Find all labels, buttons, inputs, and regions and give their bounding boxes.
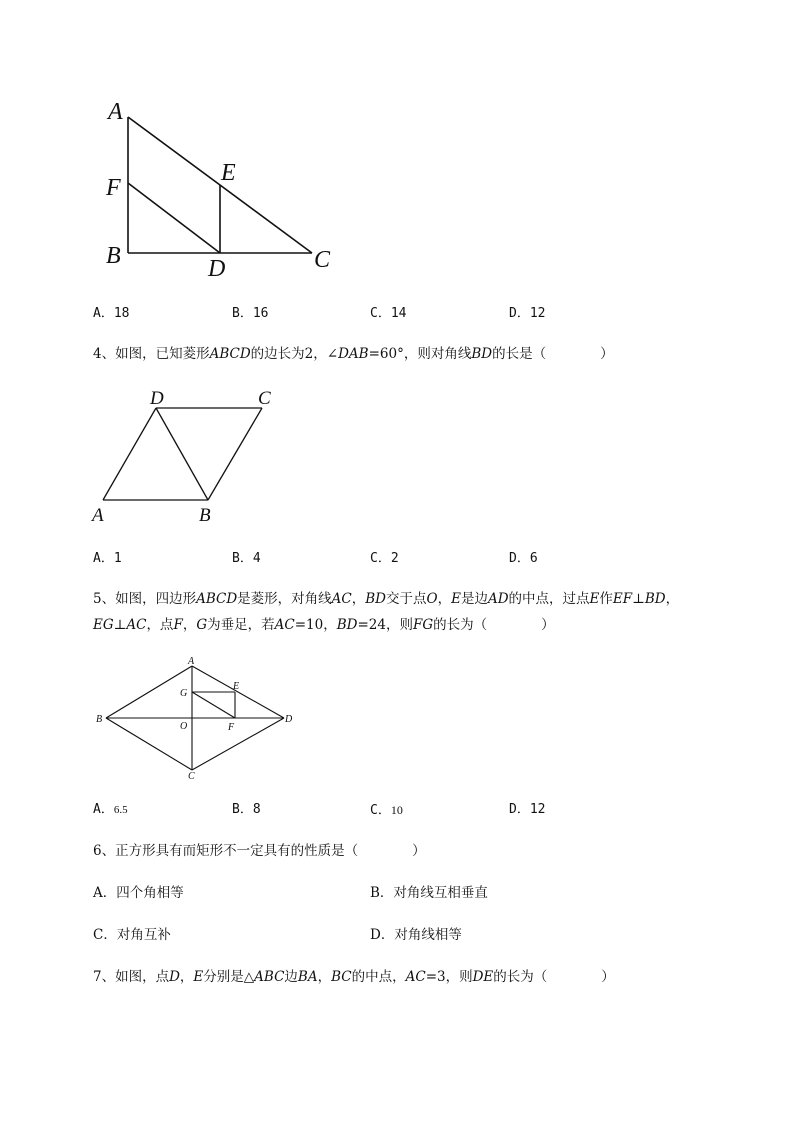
q4-option-d[interactable]: D．6 [509,551,538,566]
q5-stem-line2: EG⊥AC，点F，G为垂足，若AC=10，BD=24，则FG的长为（ ） [93,617,555,633]
q6-stem: 6、正方形具有而矩形不一定具有的性质是（ ） [93,843,426,859]
q7-stem: 7、如图，点D，E分别是△ABC边BA，BC的中点，AC=3，则DE的长为（ ） [93,969,615,985]
q5-option-a[interactable]: A．6.5 [93,802,128,817]
q3-option-d[interactable]: D．12 [509,306,546,321]
q6-option-a[interactable]: A．四个角相等 [93,885,184,901]
q4-label-b: B [199,505,211,526]
q5-label-o: O [180,721,188,732]
q5-label-g: G [180,688,188,699]
q3-label-a: A [108,99,123,125]
q3-label-c: C [314,247,331,273]
q3-figure [100,95,350,280]
q5-label-d: D [285,714,293,725]
q5-label-a: A [188,656,195,667]
q4-stem: 4、如图，已知菱形ABCD的边长为2，∠DAB=60°，则对角线BD的长是（ ） [93,346,614,362]
q5-option-d[interactable]: D．12 [509,802,546,817]
q5-label-c: C [188,771,195,780]
q4-figure [88,386,288,526]
q3-label-f: F [106,175,121,201]
q3-option-b[interactable]: B．16 [232,306,269,321]
q4-option-c[interactable]: C．2 [370,551,399,566]
q6-option-c[interactable]: C．对角互补 [93,927,171,943]
q5-label-b: B [96,714,103,725]
q4-option-b[interactable]: B．4 [232,551,261,566]
q4-option-a[interactable]: A．1 [93,551,122,566]
q6-option-b[interactable]: B．对角线互相垂直 [370,885,488,901]
q5-label-e: E [233,681,240,692]
q5-option-c[interactable]: C．10 [370,803,403,818]
q4-label-c: C [258,388,271,409]
q5-figure [92,655,302,780]
q3-label-d: D [208,256,226,280]
q3-option-a[interactable]: A．18 [93,306,130,321]
q5-option-b[interactable]: B．8 [232,802,261,817]
q3-label-b: B [106,243,121,269]
q5-label-f: F [228,722,235,733]
q4-label-a: A [92,505,104,526]
q4-label-d: D [150,388,164,409]
q3-label-e: E [221,160,236,186]
q6-option-d[interactable]: D．对角线相等 [370,927,462,943]
q5-stem-line1: 5、如图，四边形ABCD是菱形，对角线AC，BD交于点O，E是边AD的中点，过点E作EF⊥BD， [93,591,680,607]
q3-option-c[interactable]: C．14 [370,306,407,321]
